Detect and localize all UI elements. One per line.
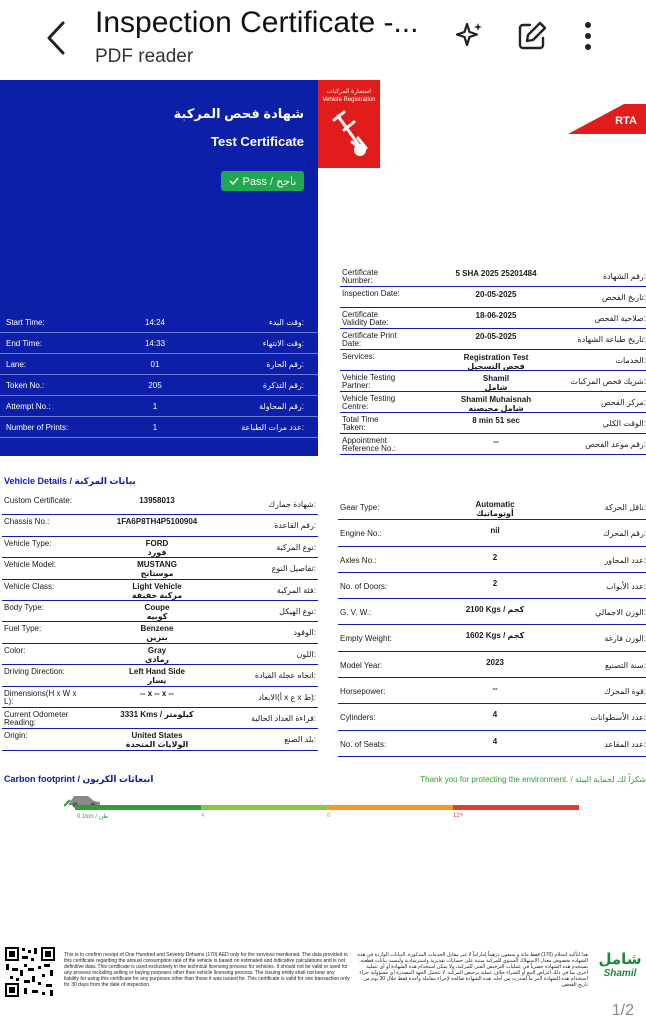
vehicle-row-label: G. V. W.: xyxy=(340,608,372,618)
carbon-bar-segment xyxy=(75,805,201,810)
timing-row-label: Token No.: xyxy=(6,381,45,390)
sparkle-icon xyxy=(455,21,485,51)
vehicle-row-label-ar: قوة المحرك: xyxy=(603,687,646,697)
vehicle-row-label: Vehicle Class: xyxy=(4,581,55,591)
certificate-row-label: Services: xyxy=(342,352,375,361)
timing-row xyxy=(0,312,318,333)
vehicle-row xyxy=(2,580,318,601)
vehicle-row-value: Gray رمادي xyxy=(145,645,169,664)
vehicle-row-label-ar: قراءة العداد الحالية: xyxy=(251,713,316,723)
vehicle-row-label: Axles No.: xyxy=(340,555,377,565)
certificate-row-label-ar: مركز الفحص: xyxy=(600,398,646,407)
timing-row-label: Attempt No.: xyxy=(6,402,51,411)
vehicle-row xyxy=(2,537,318,558)
vehicle-details-title: Vehicle Details / بيانات المركبة xyxy=(4,476,136,486)
timing-row-label: Start Time: xyxy=(6,318,45,327)
certificate-row-label-ar: الخدمات: xyxy=(615,356,646,365)
timing-row-value: 1 xyxy=(152,423,158,432)
vehicle-row-label-ar: الابعاد(أ x ع x ط): xyxy=(258,692,316,702)
vehicle-row-value: nil xyxy=(490,526,500,536)
logo-text-en: Vehicle Registration xyxy=(322,97,376,103)
vehicle-row-label-ar: اللون: xyxy=(296,649,316,659)
back-icon xyxy=(46,21,66,55)
carbon-tick-label: 8 xyxy=(327,813,331,819)
vehicle-row xyxy=(338,547,646,573)
disclaimer-en: This is to confirm receipt of One Hundred and Seventy Dirhams (170) AED only for the services mentioned. The data provided in this certificate regarding the annual consumption rate of the vehicle is based on estimated and indicative calculations and is not definitive data. This certificate is used exclusively in the technical licensing process for vehicles. It should not be valid or used for any process including selling or buying purposes other than vehicle licensing process. The issuing entity shall not bear any liability for using this certificate for any purposes other than those it was issued for. This certificate is valid for one transaction only for 30 days from the date of inspection. xyxy=(64,952,350,988)
certificate-row-label-ar: رقم الشهادة: xyxy=(602,272,646,281)
certificate-row-value: 20-05-2025 xyxy=(475,290,517,299)
shamil-logo-en: Shamil xyxy=(603,968,637,979)
vehicle-details-left xyxy=(2,494,318,751)
vehicle-row-label: Engine No.: xyxy=(340,529,382,539)
vehicle-registration-logo xyxy=(318,80,380,168)
certificate-row-value: 18-06-2025 xyxy=(475,311,517,320)
timing-row-value: 1 xyxy=(152,402,158,411)
certificate-row-label-ar: تاريخ طباعة الشهادة: xyxy=(577,335,646,344)
vehicle-row-value: 1FA6P8TH4P5100904 xyxy=(116,517,198,527)
certificate-row-label: Vehicle Testing Centre: xyxy=(342,394,396,411)
vehicle-row-value: 4 xyxy=(492,710,498,720)
certificate-row-label-ar: صلاحية الفحص: xyxy=(594,314,646,323)
certificate-row-label: Vehicle Testing Partner: xyxy=(342,373,396,390)
vehicle-row-value: FORD فورد xyxy=(145,538,169,557)
certificate-row xyxy=(340,371,646,392)
pass-label: Pass / ناجح xyxy=(242,175,297,188)
timing-row-value: 01 xyxy=(150,360,160,369)
certificate-row xyxy=(340,308,646,329)
vehicle-row xyxy=(2,515,318,536)
page-indicator: 1/2 xyxy=(611,1002,634,1019)
vehicle-row-label: Color: xyxy=(4,645,26,655)
disclaimer-ar: هذا لتأكيد استلام (170) فقط مائة و سبعون درهماً إماراتياً لا غير مقابل الخدمات المذكورة. البيانات الواردة في هذه الشهادة بخصوص معدل الاستهلاك السنوي للمركبة مبنية على حسابات تقديرية واسترشادية وليست بيانات قطعية. تستخدم هذه الشهادة حصرياً في عمليات الترخيص الفني للمركبة، ولا يمكن استخدام هذه الشهادة أو أي عملية أخرى بما في ذلك أغراض البيع أو الشراء خلاف عملية ترخيص المركبة. لا تتحمل الجهة المصدرة أي مسؤولية جراء استخدام هذه الشهادة لأمر ما أصدرت من أجله. هذه الشهادة صالحة لإجراء معاملة واحدة فقط خلال 30 يوم من تاريخ الفحص. xyxy=(357,952,588,988)
vehicle-row-label-ar: اتجاه عجلة القيادة: xyxy=(254,671,316,681)
vehicle-row xyxy=(2,644,318,665)
pdf-page[interactable] xyxy=(0,80,646,1024)
vehicle-row-value: 3331 Kms / كيلومتر xyxy=(120,709,194,719)
vehicle-row-value: Automatic أوتوماتيك xyxy=(475,500,515,518)
timing-row-label-ar: وقت البدء: xyxy=(268,318,304,327)
vehicle-row-label-ar: فئة المركبة: xyxy=(276,585,316,595)
vehicle-details-right xyxy=(338,494,646,757)
vehicle-row-label: Chassis No.: xyxy=(4,517,50,527)
vehicle-row-label: Custom Certificate: xyxy=(4,496,73,505)
app-subtitle: PDF reader xyxy=(95,46,194,67)
vehicle-row xyxy=(338,494,646,520)
more-icon xyxy=(583,21,593,51)
vehicle-row-label: Vehicle Type: xyxy=(4,538,52,548)
certificate-row xyxy=(340,392,646,413)
vehicle-row-label-ar: شهادة جمارك: xyxy=(268,500,316,509)
timing-row-label: Lane: xyxy=(6,360,27,369)
vehicle-row-label-ar: الوزن الاجمالي: xyxy=(595,608,646,618)
vehicle-row-label-ar: نوع المركبة: xyxy=(276,542,316,552)
certificate-row-value: Registration Test فحص التسجيل xyxy=(463,353,529,371)
certificate-row-value: Shamil شامل xyxy=(482,374,510,392)
test-tube-icon xyxy=(330,108,370,160)
vehicle-row-label: Dimensions(H x W x L): xyxy=(4,688,77,706)
vehicle-row-value: United States الولايات المتحدة xyxy=(125,731,189,750)
certificate-title-ar: شهادة فحص المركبة xyxy=(173,106,304,121)
vehicle-row-value: Light Vehicle مركبة خفيفة xyxy=(131,581,183,600)
certificate-row xyxy=(340,434,646,455)
carbon-bar-segment xyxy=(201,805,327,810)
vehicle-row-label: Driving Direction: xyxy=(4,667,65,677)
vehicle-row-label: Body Type: xyxy=(4,602,44,612)
vehicle-row-value: 13958013 xyxy=(139,496,175,505)
timing-row xyxy=(0,333,318,354)
certificate-row-value: 5 SHA 2025 25201484 xyxy=(455,269,537,278)
timing-row-value: 14:24 xyxy=(144,318,166,327)
carbon-tick-label: 0.1ton / طن xyxy=(77,814,109,820)
vehicle-row xyxy=(338,704,646,730)
vehicle-row-value: Left Hand Side يسار xyxy=(128,667,185,686)
vehicle-row-label: Origin: xyxy=(4,731,28,741)
carbon-bar-segment xyxy=(327,805,453,810)
vehicle-row-value: 1602 Kgs / كجم xyxy=(465,631,525,641)
timing-row-label-ar: رقم المحاولة: xyxy=(259,402,304,411)
timing-row-label-ar: عدد مرات الطباعة: xyxy=(241,423,304,432)
shamil-logo-ar: شامل xyxy=(598,951,642,968)
vehicle-row-label-ar: نوع الهيكل: xyxy=(279,606,316,616)
edit-icon xyxy=(516,20,548,52)
logo-text-ar: استمارة المركبات xyxy=(327,89,371,95)
check-icon xyxy=(229,177,239,185)
edit-button[interactable] xyxy=(514,18,550,54)
timing-row xyxy=(0,396,318,417)
vehicle-row xyxy=(2,729,318,750)
vehicle-row xyxy=(338,678,646,704)
vehicle-row-label: Horsepower: xyxy=(340,687,386,697)
vehicle-row xyxy=(338,652,646,678)
vehicle-row-value: MUSTANG موستانج xyxy=(137,560,177,579)
vehicle-row-label-ar: سنة التصنيع: xyxy=(605,660,646,670)
certificate-row xyxy=(340,350,646,371)
vehicle-row-label: Gear Type: xyxy=(340,503,380,512)
vehicle-row-label-ar: عدد الأبواب: xyxy=(606,581,646,591)
vehicle-row-label-ar: عدد المحاور: xyxy=(604,555,646,565)
vehicle-row xyxy=(2,494,318,515)
certificate-row-label: Certificate Print Date: xyxy=(342,331,397,348)
vehicle-row xyxy=(2,665,318,686)
certificate-row-value: -- xyxy=(493,437,499,446)
certificate-row xyxy=(340,413,646,434)
certificate-row-value: Shamil Muhaisnah شامل محيصنه xyxy=(460,395,532,413)
certificate-row-label-ar: تاريخ الفحص: xyxy=(601,293,646,302)
certificate-row-label-ar: شريك فحص المركبات: xyxy=(570,377,646,386)
certificate-info-table xyxy=(340,266,646,455)
vehicle-row-label-ar: عدد المقاعد: xyxy=(604,739,646,749)
vehicle-row-label-ar: رقم القاعدة: xyxy=(274,521,316,531)
certificate-row-label: Certificate Validity Date: xyxy=(342,310,389,327)
carbon-footprint-title: Carbon footprint / انبعاثات الكربون xyxy=(4,774,154,784)
vehicle-row xyxy=(2,687,318,708)
vehicle-row-label: Model Year: xyxy=(340,660,383,670)
document-title: Inspection Certificate -... xyxy=(95,6,419,39)
certificate-row-label-ar: الوقت الكلي: xyxy=(602,419,646,428)
timing-table xyxy=(0,312,318,438)
vehicle-row-label: Empty Weight: xyxy=(340,634,392,644)
vehicle-row-label: No. of Seats: xyxy=(340,739,387,749)
certificate-row-label: Appointment Reference No.: xyxy=(342,436,396,453)
vehicle-row-value: 2100 Kgs / كجم xyxy=(465,605,525,615)
environment-thanks: Thank you for protecting the environment. / شكراً لك لحماية البيئة xyxy=(420,775,646,784)
certificate-row xyxy=(340,287,646,308)
certificate-row-label: Inspection Date: xyxy=(342,289,400,298)
timing-row xyxy=(0,375,318,396)
vehicle-row-label-ar: تفاصيل النوع: xyxy=(271,564,316,574)
certificate-row-value: 20-05-2025 xyxy=(475,332,517,341)
vehicle-row xyxy=(2,622,318,643)
timing-row xyxy=(0,417,318,438)
shamil-logo xyxy=(594,950,646,990)
timing-row-label: End Time: xyxy=(6,339,43,348)
svg-text:RTA: RTA xyxy=(615,115,637,127)
vehicle-row-value: Benzene بنزين xyxy=(140,624,174,643)
back-button[interactable] xyxy=(40,18,72,58)
certificate-row-label: Total Time Taken: xyxy=(342,415,379,432)
more-options-button[interactable] xyxy=(570,18,606,54)
vehicle-row-label-ar: الوقود: xyxy=(293,628,316,638)
certificate-row-value: 8 min 51 sec xyxy=(472,416,520,425)
vehicle-row-label: No. of Doors: xyxy=(340,581,388,591)
rta-logo xyxy=(566,100,646,140)
vehicle-row xyxy=(338,520,646,546)
carbon-bar-segment xyxy=(453,805,579,810)
certificate-row-label: Certificate Number: xyxy=(342,268,379,285)
ai-assist-button[interactable] xyxy=(452,18,488,54)
timing-row-label-ar: رقم التذكرة: xyxy=(262,381,304,390)
timing-row-label: Number of Prints: xyxy=(6,423,69,432)
header-panel xyxy=(0,80,318,456)
vehicle-row xyxy=(338,731,646,757)
timing-row-label-ar: رقم الحارة: xyxy=(266,360,304,369)
certificate-title-en: Test Certificate xyxy=(211,134,304,149)
vehicle-row-label: Fuel Type: xyxy=(4,624,42,634)
qr-code[interactable] xyxy=(4,946,56,998)
vehicle-row-label-ar: رقم المحرك: xyxy=(603,529,646,539)
vehicle-row-value: -- x -- x -- xyxy=(140,688,174,698)
vehicle-row-label-ar: بلد الصنع: xyxy=(284,735,316,745)
vehicle-row-label: Current Odometer Reading: xyxy=(4,709,69,727)
vehicle-row-value: 2 xyxy=(492,552,498,562)
vehicle-row xyxy=(2,558,318,579)
timing-row-label-ar: وقت الانتهاء: xyxy=(262,339,304,348)
vehicle-row-value: 2023 xyxy=(486,657,504,667)
vehicle-row-value: 2 xyxy=(492,578,498,588)
vehicle-row-label-ar: الوزن فارغة: xyxy=(604,634,646,644)
vehicle-row-label: Vehicle Model: xyxy=(4,560,57,570)
vehicle-row-label-ar: عدد الأسطوانات: xyxy=(590,713,646,723)
pass-badge xyxy=(221,171,304,191)
certificate-row xyxy=(340,266,646,287)
vehicle-row xyxy=(2,601,318,622)
timing-row xyxy=(0,354,318,375)
vehicle-row xyxy=(2,708,318,729)
app-bar xyxy=(0,0,646,80)
vehicle-row-value: Coupe كوبيه xyxy=(144,602,170,621)
timing-row-value: 14:33 xyxy=(144,339,166,348)
carbon-tick-label: 4 xyxy=(201,813,205,819)
vehicle-row-value: 4 xyxy=(492,736,498,746)
vehicle-row-value: -- xyxy=(492,684,498,694)
carbon-tick-label: 12+ xyxy=(453,813,464,819)
vehicle-row xyxy=(338,625,646,651)
vehicle-row xyxy=(338,599,646,625)
vehicle-row-label-ar: ناقل الحركة: xyxy=(604,503,646,512)
timing-row-value: 205 xyxy=(148,381,162,390)
vehicle-row-label: Cylinders: xyxy=(340,713,376,723)
certificate-row-label-ar: رقم موعد الفحص: xyxy=(585,440,646,449)
certificate-row xyxy=(340,329,646,350)
vehicle-row xyxy=(338,573,646,599)
